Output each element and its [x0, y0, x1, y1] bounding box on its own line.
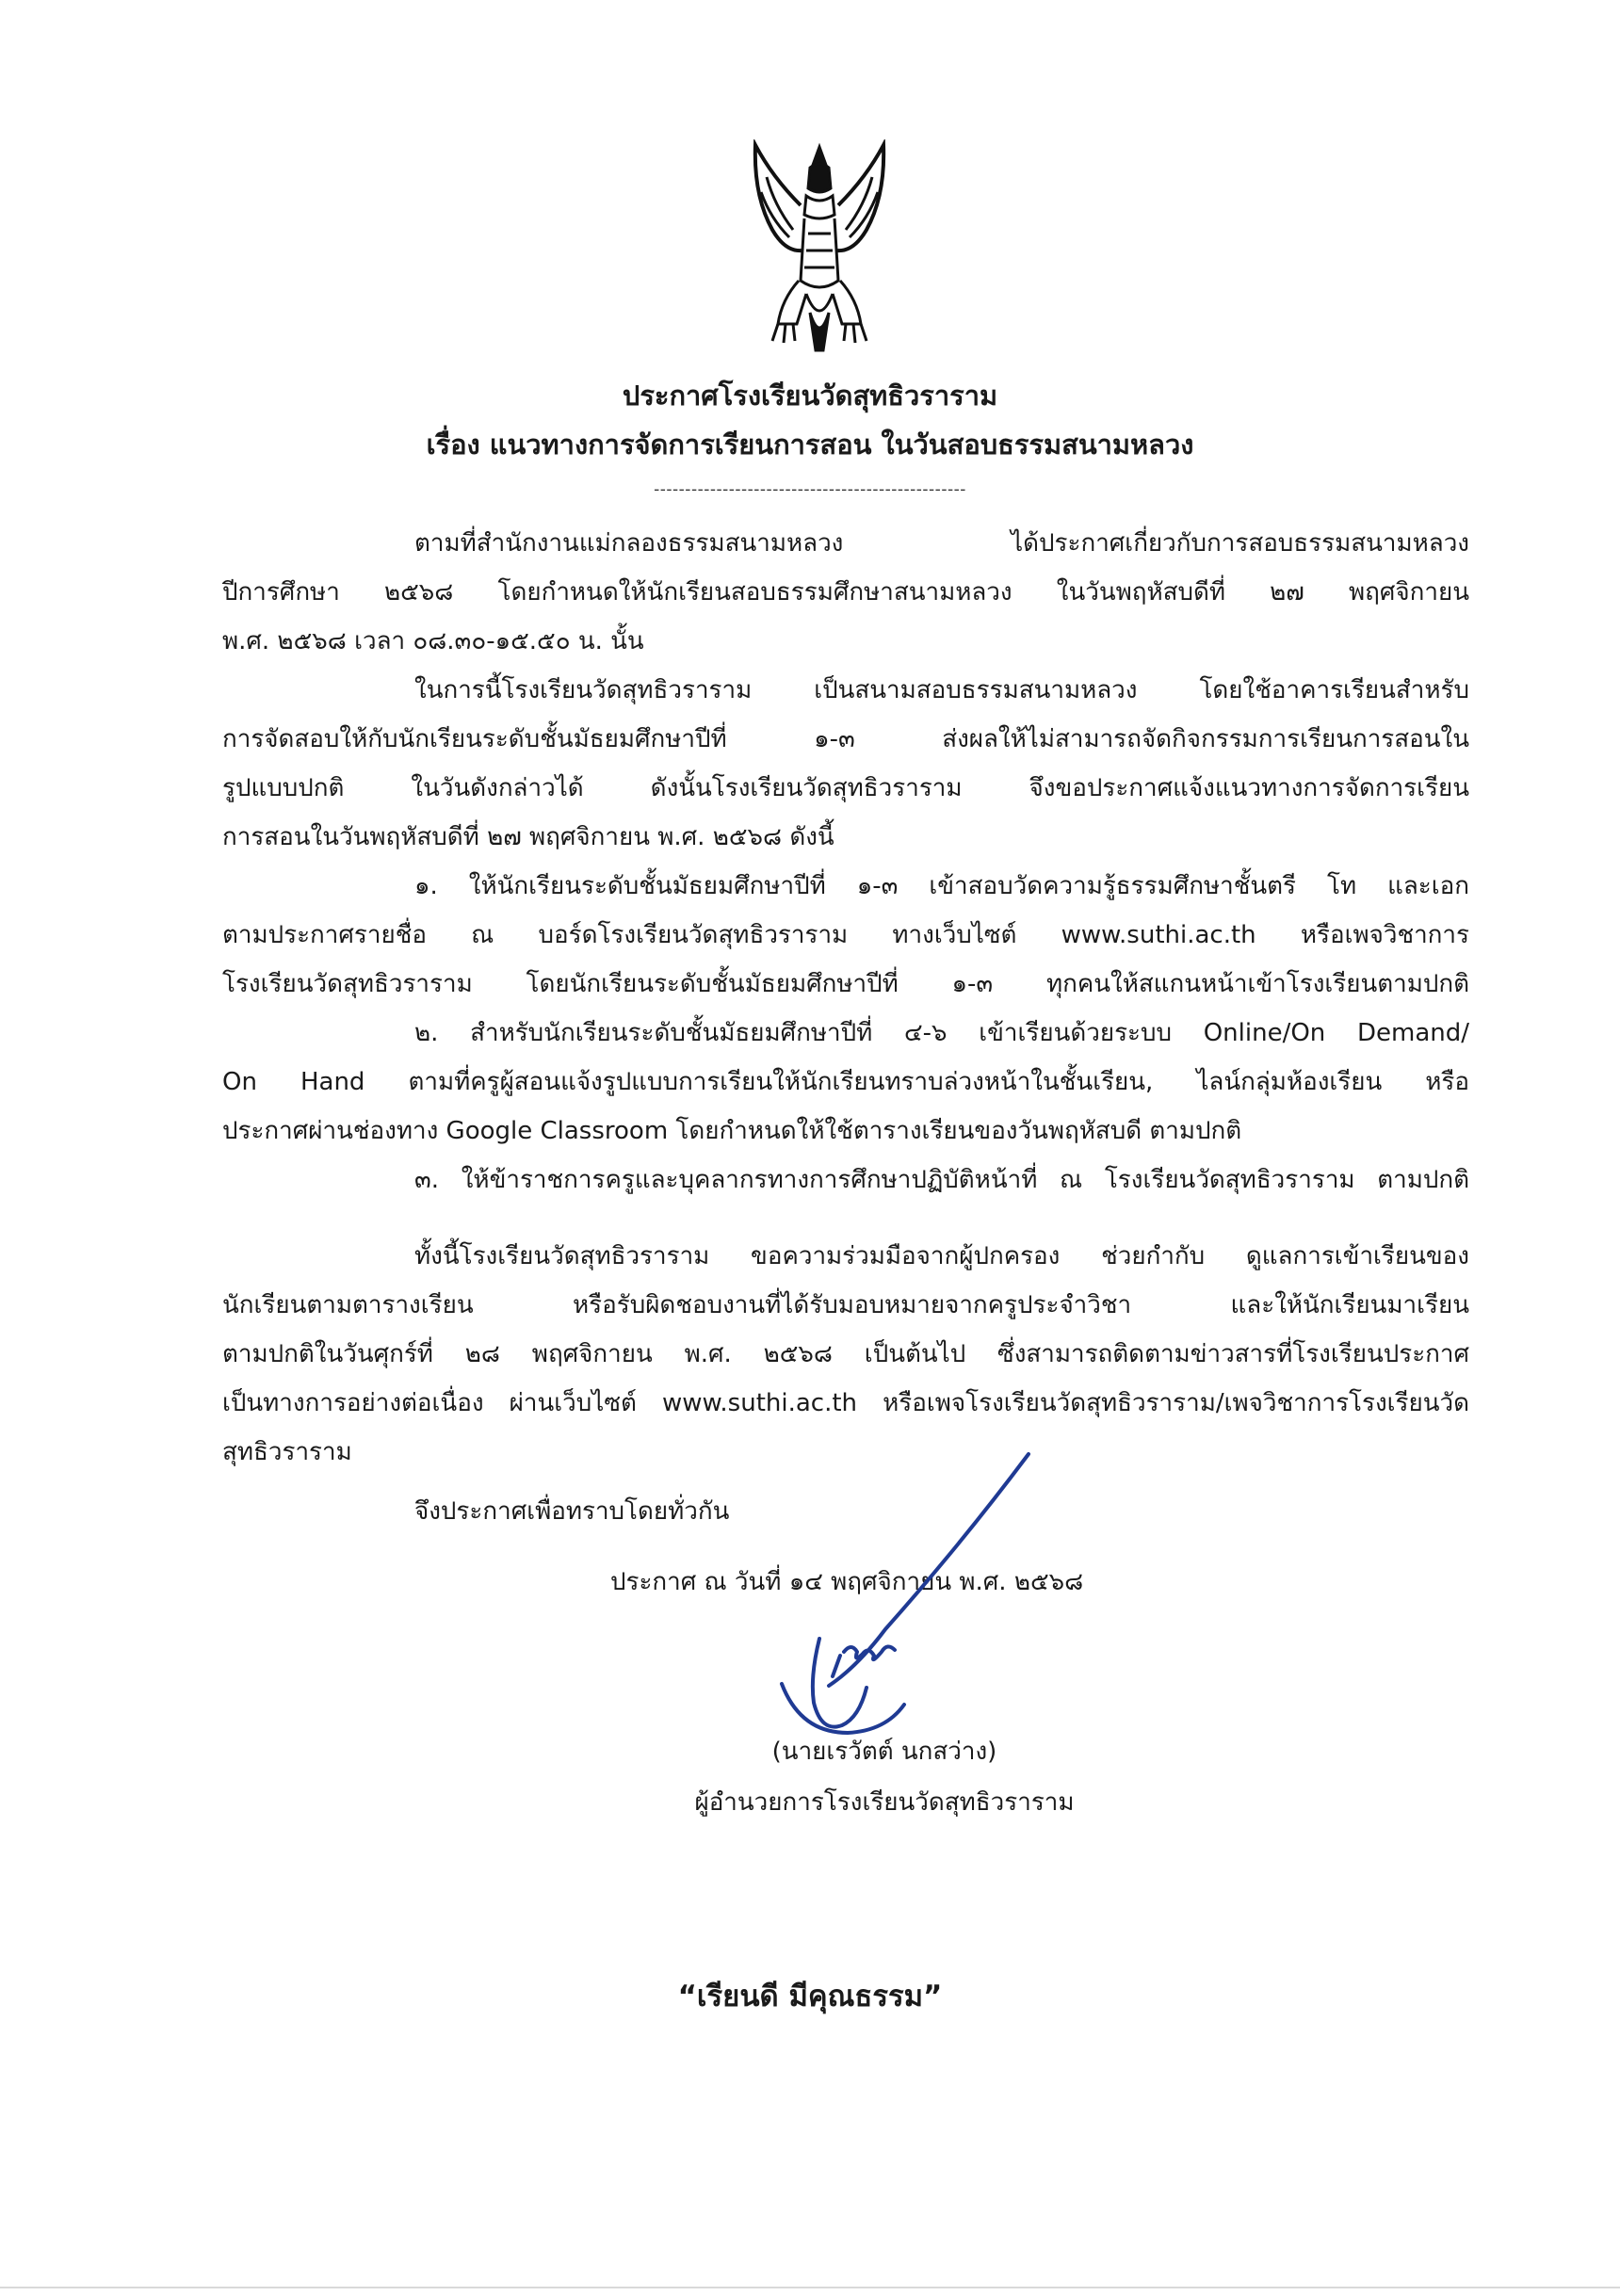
body-line: ปีการศึกษา ๒๕๖๘ โดยกำหนดให้นักเรียนสอบธรรมศึกษาสนามหลวง ในวันพฤหัสบดีที่ ๒๗ พฤศจิกายน: [222, 578, 1469, 606]
signer-name: (นายเรวัตต์ นกสว่าง): [771, 1738, 997, 1766]
announcement-subject: เรื่อง แนวทางการจัดการเรียนการสอน ในวันสอบธรรมสนามหลวง: [426, 428, 1194, 461]
body-line: รูปแบบปกติ ในวันดังกล่าวได้ ดังนั้นโรงเรียนวัดสุทธิวราราม จึงขอประกาศแจ้งแนวทางการจัดการเรียน: [222, 774, 1469, 802]
announcement-date: ประกาศ ณ วันที่ ๑๔ พฤศจิกายน พ.ศ. ๒๕๖๘: [610, 1568, 1084, 1596]
body-line: พ.ศ. ๒๕๖๘ เวลา ๐๘.๓๐-๑๕.๕๐ น. นั้น: [222, 627, 644, 655]
body-line: ตามประกาศรายชื่อ ณ บอร์ดโรงเรียนวัดสุทธิวราราม ทางเว็บไซต์ www.suthi.ac.th หรือเพจวิชาการ: [222, 921, 1469, 949]
body-line: โรงเรียนวัดสุทธิวราราม โดยนักเรียนระดับชั้นมัธยมศึกษาปีที่ ๑-๓ ทุกคนให้สแกนหน้าเข้าโรงเรียนตามปกติ: [222, 970, 1469, 998]
body-line: ๑. ให้นักเรียนระดับชั้นมัธยมศึกษาปีที่ ๑-๓ เข้าสอบวัดความรู้ธรรมศึกษาชั้นตรี โท และเอก: [414, 872, 1469, 900]
body-line: การจัดสอบให้กับนักเรียนระดับชั้นมัธยมศึกษาปีที่ ๑-๓ ส่งผลให้ไม่สามารถจัดกิจกรรมการเรียนการสอนใน: [222, 725, 1469, 753]
page-bottom-edge: [0, 2287, 1620, 2288]
body-line: ตามที่สำนักงานแม่กลองธรรมสนามหลวง ได้ประกาศเกี่ยวกับการสอบธรรมสนามหลวง: [414, 529, 1469, 558]
school-motto: “เรียนดี มีคุณธรรม”: [677, 1980, 943, 2013]
body-line: ๓. ให้ข้าราชการครูและบุคลากรทางการศึกษาปฏิบัติหน้าที่ ณ โรงเรียนวัดสุทธิวราราม ตามปกติ: [414, 1166, 1469, 1194]
body-line: เป็นทางการอย่างต่อเนื่อง ผ่านเว็บไซต์ www.suthi.ac.th หรือเพจโรงเรียนวัดสุทธิวราราม/เพจวิชาการโรงเรียนวัด: [222, 1389, 1469, 1417]
body-line: ทั้งนี้โรงเรียนวัดสุทธิวราราม ขอความร่วมมือจากผู้ปกครอง ช่วยกำกับ ดูแลการเข้าเรียนของ: [414, 1242, 1469, 1270]
body-line: On Hand ตามที่ครูผู้สอนแจ้งรูปแบบการเรียนให้นักเรียนทราบล่วงหน้าในชั้นเรียน, ไลน์กลุ่มห้องเรียน หรือ: [222, 1068, 1469, 1096]
body-line: ในการนี้โรงเรียนวัดสุทธิวราราม เป็นสนามสอบธรรมสนามหลวง โดยใช้อาคารเรียนสำหรับ: [414, 676, 1469, 704]
body-line: ประกาศผ่านช่องทาง Google Classroom โดยกำหนดให้ใช้ตารางเรียนของวันพฤหัสบดี ตามปกติ: [222, 1117, 1242, 1145]
handwritten-signature-icon: [772, 1450, 1045, 1752]
body-line: นักเรียนตามตารางเรียน หรือรับผิดชอบงานที่ได้รับมอบหมายจากครูประจำวิชา และให้นักเรียนมาเรียน: [222, 1291, 1469, 1319]
announcement-title: ประกาศโรงเรียนวัดสุทธิวราราม: [622, 380, 998, 412]
body-line: สุทธิวราราม: [222, 1438, 352, 1466]
closing-statement: จึงประกาศเพื่อทราบโดยทั่วกัน: [414, 1497, 730, 1526]
body-line: ๒. สำหรับนักเรียนระดับชั้นมัธยมศึกษาปีที่ ๔-๖ เข้าเรียนด้วยระบบ Online/On Demand/: [414, 1019, 1469, 1047]
garuda-emblem-icon: [744, 139, 895, 358]
signer-title: ผู้อำนวยการโรงเรียนวัดสุทธิวราราม: [694, 1788, 1075, 1817]
body-line: ตามปกติในวันศุกร์ที่ ๒๘ พฤศจิกายน พ.ศ. ๒๕๖๘ เป็นต้นไป ซึ่งสามารถติดตามข่าวสารที่โรงเรียนประกาศ: [222, 1340, 1469, 1368]
title-separator: --------------------------------------------------: [654, 480, 966, 499]
body-line: การสอนในวันพฤหัสบดีที่ ๒๗ พฤศจิกายน พ.ศ. ๒๕๖๘ ดังนี้: [222, 823, 834, 851]
